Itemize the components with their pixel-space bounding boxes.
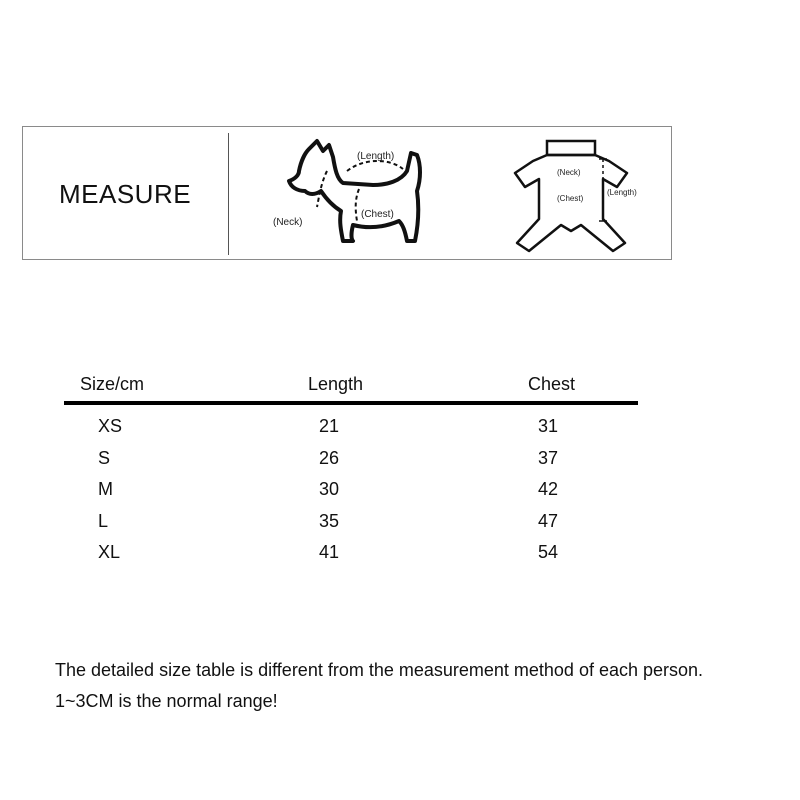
chest-cell: 54 [538,542,559,562]
clothes-chest-label: (Chest) [557,194,584,203]
table-row [64,511,640,541]
chest-cell: 42 [538,479,559,499]
clothes-neck-label: (Neck) [557,168,581,177]
header-chest: Chest [528,374,576,394]
table-row [64,479,640,509]
chest-cell: 47 [538,511,559,531]
size-cell: M [98,479,113,499]
measure-panel [22,126,672,260]
size-cell: L [98,511,109,531]
table-row [64,416,640,446]
length-cell: 26 [319,448,340,468]
chest-cell: 37 [538,448,559,468]
size-cell: S [98,448,111,468]
header-size: Size/cm [80,374,145,394]
dog-neck-label: (Neck) [273,217,303,228]
size-cell: XS [98,416,123,436]
header-length: Length [308,374,364,394]
measure-title: MEASURE [59,179,192,209]
table-row [64,448,640,478]
dog-length-label: (Length) [357,151,395,162]
dog-chest-label: (Chest) [361,209,394,220]
clothes-measurement-icon [507,137,647,253]
panel-divider [228,133,229,255]
clothes-length-label: (Length) [607,188,637,197]
size-note: The detailed size table is different from the measurement method of each person. [55,660,704,680]
header-rule [64,401,638,405]
length-cell: 41 [319,542,340,562]
size-cell: XL [98,542,121,562]
dog-measurement-icon [269,135,459,257]
range-note: 1~3CM is the normal range! [55,691,278,711]
table-row [64,542,640,572]
length-cell: 21 [319,416,340,436]
chest-cell: 31 [538,416,559,436]
length-cell: 35 [319,511,340,531]
length-cell: 30 [319,479,340,499]
